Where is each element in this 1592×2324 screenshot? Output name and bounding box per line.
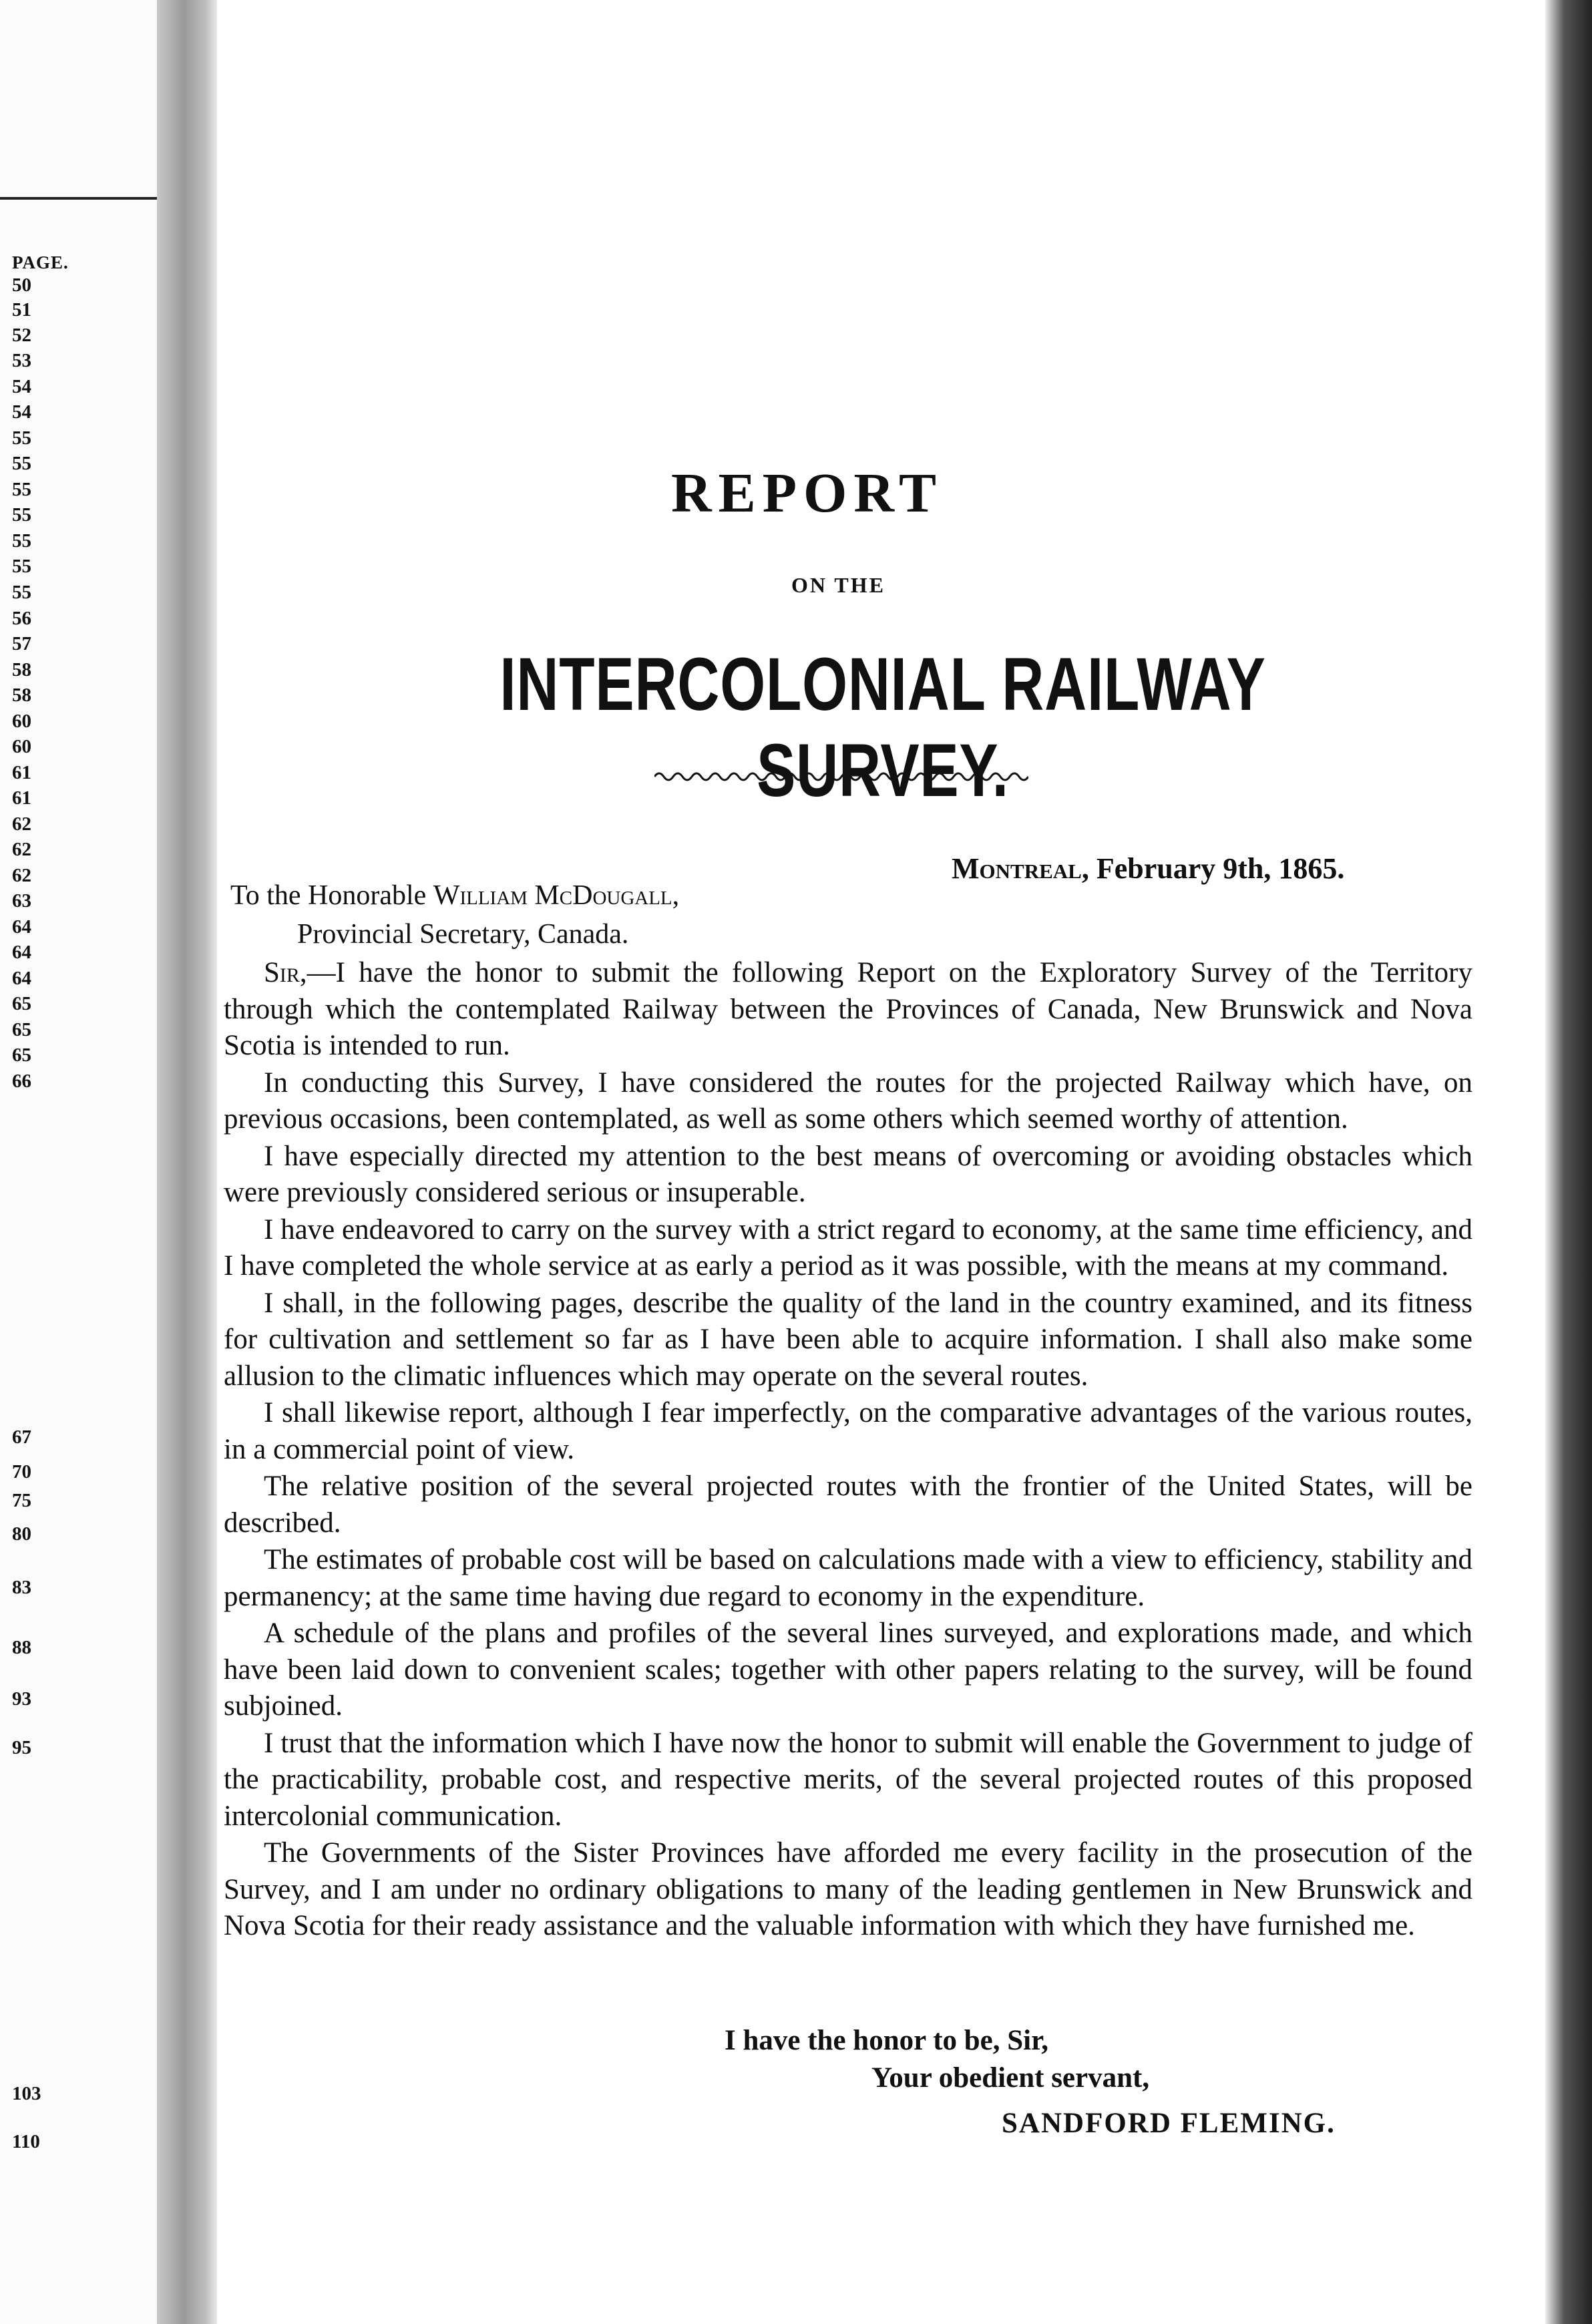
paragraph-text: The relative position of the several projected routes with the frontier of the United States, will be described. (224, 1471, 1472, 1539)
letter-paragraph (224, 1065, 1472, 1138)
page-number: 110 (12, 2131, 40, 2152)
page-number: 65 (12, 993, 31, 1014)
page-number: 103 (12, 2083, 41, 2104)
page-number: 56 (12, 608, 31, 629)
paragraph-text: I have the honor to submit the following Report on the Exploratory Survey of the Territory through which the contemplated Railway between the Provinces of Canada, New Brunswick and Nova Scotia is intended to run. (224, 957, 1472, 1061)
paragraph-text: The Governments of the Sister Provinces have afforded me every facility in the prosecution of the Survey, and I am under no ordinary obligations to many of the leading gentlemen in New Brunswick and Nova Scotia for their ready assistance and the valuable information with which they have furnished me. (224, 1837, 1472, 1941)
letter-paragraph (224, 1835, 1472, 1945)
page-number: 63 (12, 890, 31, 912)
page-number: 67 (12, 1426, 31, 1448)
page-number: 88 (12, 1637, 31, 1658)
index-top-rule (0, 197, 157, 200)
paragraph-text: A schedule of the plans and profiles of the several lines surveyed, and explorations made, and which have been laid down to convenient scales; together with other papers relating to the survey, will be found subjoined. (224, 1617, 1472, 1722)
page-number: 62 (12, 813, 31, 835)
on-the-subheading: ON THE (791, 573, 885, 597)
page-number: 95 (12, 1737, 31, 1758)
book-gutter (157, 0, 217, 2324)
salutation: Sir,— (264, 957, 336, 988)
addressee-title: Provincial Secretary, Canada. (297, 919, 629, 950)
page-number: 55 (12, 582, 31, 603)
letter-paragraph (224, 1139, 1472, 1211)
page-column-header: PAGE. (12, 252, 69, 272)
letter-paragraph (224, 1726, 1472, 1835)
page-number: 55 (12, 479, 31, 500)
paragraph-text: The estimates of probable cost will be based on calculations made with a view to efficiency, stability and permanency; at the same time having due regard to economy in the expenditure. (224, 1544, 1472, 1612)
addressee-prefix: To the Honorable (230, 880, 427, 911)
page-number: 61 (12, 787, 31, 809)
page-number: 64 (12, 942, 31, 963)
letter-paragraph (224, 1469, 1472, 1541)
paragraph-text: I shall likewise report, although I fear imperfectly, on the comparative advantages of the various routes, in a commercial point of view. (224, 1397, 1472, 1465)
previous-page-strip (0, 0, 157, 2324)
paragraph-text: I have especially directed my attention to the best means of overcoming or avoiding obstacles which were previously considered serious or insuperable. (224, 1140, 1472, 1208)
report-heading: REPORT (671, 462, 944, 524)
page-number: 83 (12, 1577, 31, 1598)
decorative-wavy-rule (654, 768, 1028, 785)
page-number: 66 (12, 1071, 31, 1092)
page-number: 60 (12, 736, 31, 757)
page-number: 55 (12, 453, 31, 474)
page-number: 55 (12, 556, 31, 577)
letter-addressee (230, 876, 679, 954)
page-number: 65 (12, 1019, 31, 1040)
paragraph-text: I shall, in the following pages, describe the quality of the land in the country examined, and its fitness for cultivation and settlement so far as I have been able to acquire information. I shall also make some allusion to the climatic influences which may operate on the several routes. (224, 1287, 1472, 1392)
page-number-column (12, 252, 146, 2152)
report-page (217, 0, 1545, 2324)
page-number: 51 (12, 299, 31, 321)
page-number: 80 (12, 1523, 31, 1545)
page-number: 64 (12, 968, 31, 989)
page-number: 55 (12, 427, 31, 449)
page-number: 54 (12, 401, 31, 423)
page-number: 55 (12, 530, 31, 552)
page-right-edge (1545, 0, 1592, 2324)
paragraph-text: I have endeavored to carry on the survey with a strict regard to economy, at the same time efficiency, and I have completed the whole service at as early a period as it was possible, with the means at my command. (224, 1213, 1472, 1282)
page-number: 70 (12, 1461, 31, 1483)
closing-line-1: I have the honor to be, Sir, (725, 2025, 1049, 2056)
signature: SANDFORD FLEMING. (1002, 2108, 1336, 2139)
page-number: 58 (12, 685, 31, 706)
page-number: 75 (12, 1490, 31, 1511)
letter-paragraph (224, 1615, 1472, 1725)
page-number: 62 (12, 839, 31, 860)
closing-line-2: Your obedient servant, (871, 2062, 1150, 2094)
page-number: 54 (12, 376, 31, 397)
page-number: 61 (12, 762, 31, 783)
page-number: 60 (12, 711, 31, 732)
letter-body (224, 955, 1472, 1945)
paragraph-text: I trust that the information which I have now the honor to submit will enable the Government to judge of the practicability, probable cost, and respective merits, of the several projected routes of this proposed intercolonial communication. (224, 1727, 1472, 1832)
letter-paragraph (224, 1395, 1472, 1468)
page-number: 57 (12, 633, 31, 654)
page-number: 62 (12, 865, 31, 886)
page-number: 58 (12, 659, 31, 681)
letter-paragraph (224, 1212, 1472, 1285)
letter-paragraph (224, 1286, 1472, 1395)
page-number: 53 (12, 350, 31, 371)
letter-paragraph (224, 1542, 1472, 1615)
date-place: Montreal, (952, 852, 1089, 885)
letter-dateline (952, 851, 1344, 886)
paragraph-text: In conducting this Survey, I have considered the routes for the projected Railway which have, on previous occasions, been contemplated, as well as some others which seemed worthy of attention. (224, 1067, 1472, 1135)
letter-paragraph (224, 955, 1472, 1064)
letter-date: February 9th, 1865. (1096, 852, 1345, 885)
page-number: 55 (12, 504, 31, 526)
page-number: 93 (12, 1688, 31, 1710)
survey-title: INTERCOLONIAL RAILWAY SURVEY. (500, 642, 1266, 812)
addressee-name: William McDougall, (433, 880, 680, 911)
page-number: 50 (12, 274, 31, 296)
page-number: 52 (12, 325, 31, 346)
page-number: 64 (12, 916, 31, 938)
page-number: 65 (12, 1044, 31, 1066)
